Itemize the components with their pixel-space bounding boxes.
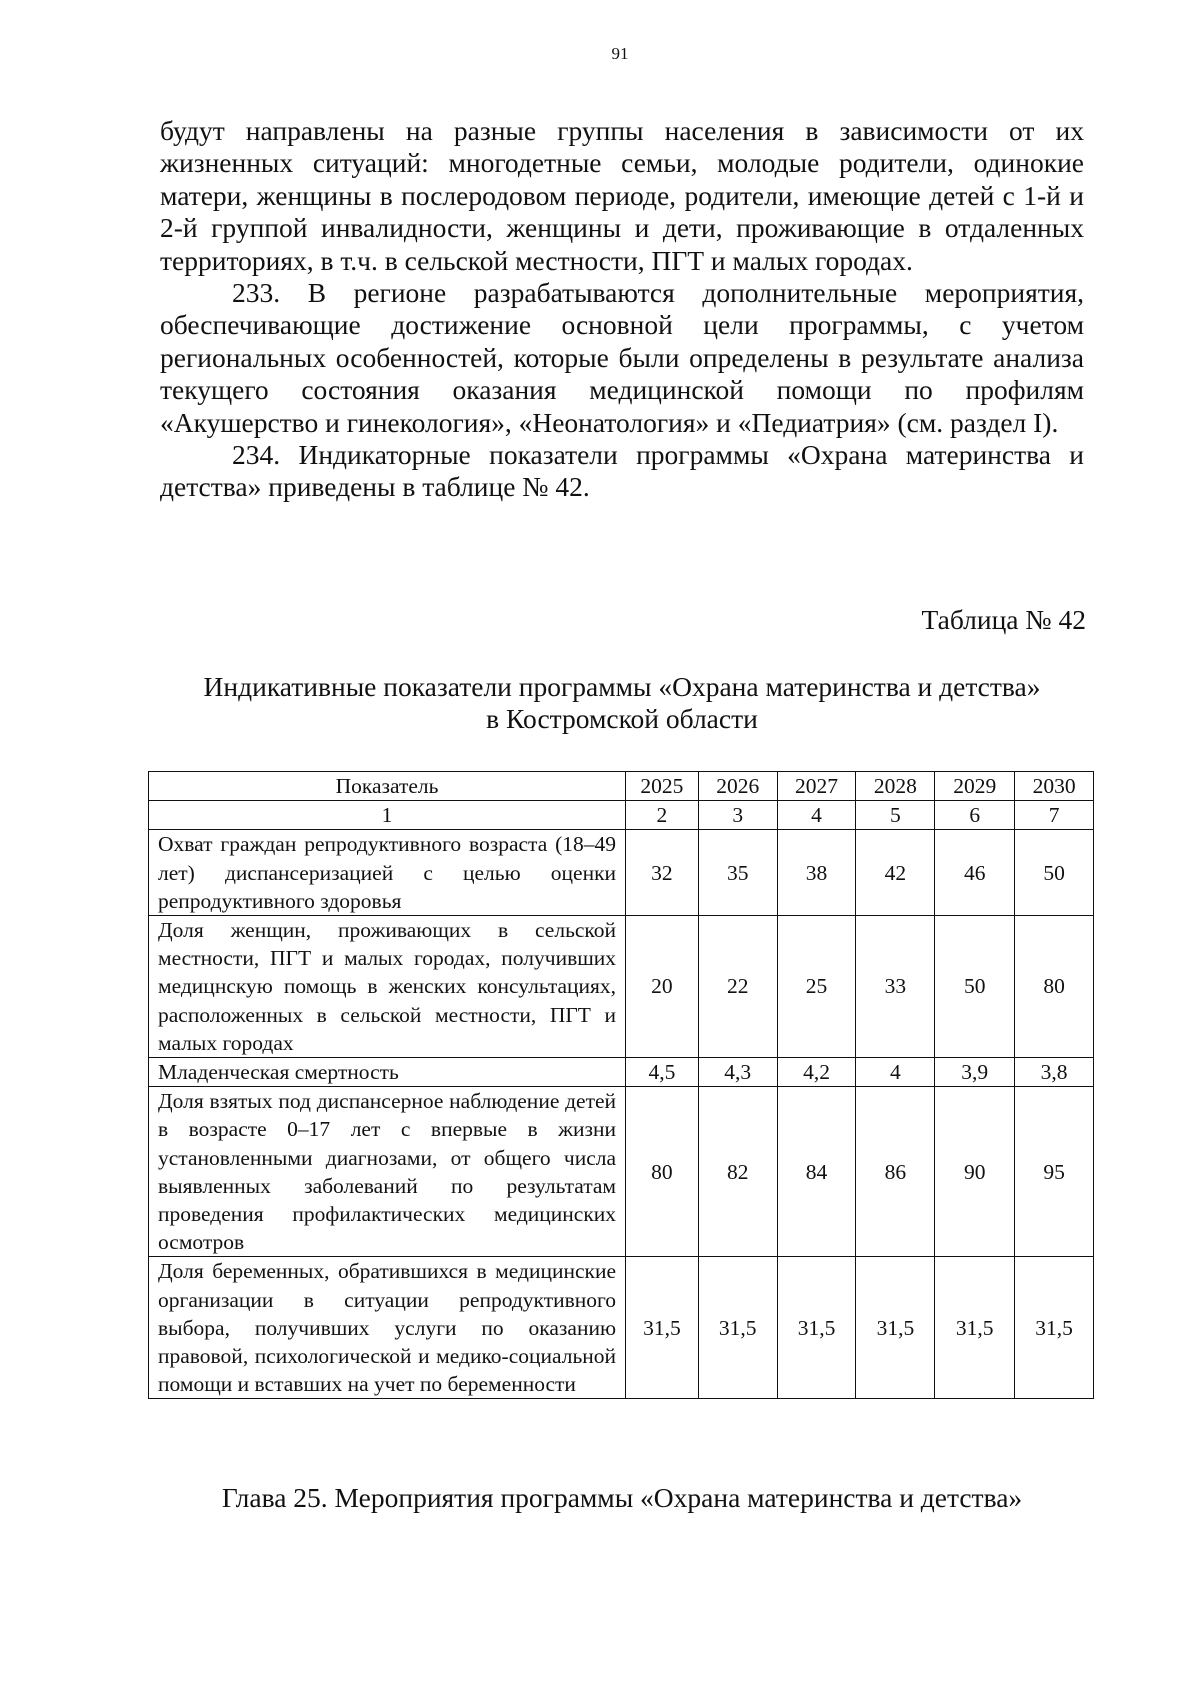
indicator-label: Доля взятых под диспансерное наблюдение детей в возрасте 0–17 лет с впервые в жизни установленными диагнозами, от общего числа выявленных заболеваний по результатам проведения профилактических медицинских осмотров — [149, 1087, 626, 1257]
body-text — [160, 115, 1084, 504]
table-row — [149, 1058, 1094, 1087]
value-cell: 42 — [856, 830, 935, 916]
paragraph: будут направлены на разные группы населения в зависимости от их жизненных ситуаций: многодетные семьи, молодые родители, одинокие матери, женщины в послеродовом периоде, родители, имеющие детей с 1-й и 2-й группой инвалидности, женщины и дети, проживающие в отдаленных территориях, в т.ч. в сельской местности, ПГТ и малых городах. — [160, 115, 1084, 276]
header-cell-2025: 2025 — [626, 772, 699, 801]
indicator-label: Доля беременных, обратившихся в медицинские организации в ситуации репродуктивного выбора, получивших услуги по оказанию правовой, психологической и медико-социальной помощи и вставших на учет по беременности — [149, 1257, 626, 1399]
value-cell: 50 — [1015, 830, 1094, 916]
numbering-cell: 7 — [1015, 801, 1094, 830]
numbering-cell: 4 — [777, 801, 856, 830]
table-title-line-2: в Костромской области — [486, 703, 758, 734]
chapter-title: Глава 25. Мероприятия программы «Охрана материнства и детства» — [221, 1482, 1023, 1513]
value-cell: 95 — [1015, 1087, 1094, 1257]
table-title — [160, 671, 1084, 735]
value-cell: 80 — [626, 1087, 699, 1257]
header-cell-2029: 2029 — [935, 772, 1015, 801]
table-row — [149, 916, 1094, 1058]
numbering-cell: 1 — [149, 801, 626, 830]
value-cell: 4,3 — [698, 1058, 777, 1087]
table-row — [149, 1087, 1094, 1257]
value-cell: 90 — [935, 1087, 1015, 1257]
value-cell: 31,5 — [1015, 1257, 1094, 1399]
value-cell: 86 — [856, 1087, 935, 1257]
indicator-label: Доля женщин, проживающих в сельской местности, ПГТ и малых городах, получивших медицнскую помощь в женских консультациях, расположенных в сельской местности, ПГТ и малых городах — [149, 916, 626, 1058]
value-cell: 3,8 — [1015, 1058, 1094, 1087]
table-numbering-row — [149, 801, 1094, 830]
header-cell-2030: 2030 — [1015, 772, 1094, 801]
value-cell: 80 — [1015, 916, 1094, 1058]
numbering-cell: 5 — [856, 801, 935, 830]
value-cell: 31,5 — [698, 1257, 777, 1399]
value-cell: 38 — [777, 830, 856, 916]
value-cell: 46 — [935, 830, 1015, 916]
numbering-cell: 2 — [626, 801, 699, 830]
value-cell: 20 — [626, 916, 699, 1058]
table-title-line-1: Индикативные показатели программы «Охрана материнства и детства» — [203, 671, 1041, 702]
table-row — [149, 1257, 1094, 1399]
value-cell: 3,9 — [935, 1058, 1015, 1087]
value-cell: 84 — [777, 1087, 856, 1257]
value-cell: 32 — [626, 830, 699, 916]
value-cell: 35 — [698, 830, 777, 916]
indicator-label: Охват граждан репродуктивного возраста (18–49 лет) диспансеризацией с целью оценки репродуктивного здоровья — [149, 830, 626, 916]
table-row — [149, 830, 1094, 916]
header-cell-2027: 2027 — [777, 772, 856, 801]
value-cell: 4 — [856, 1058, 935, 1087]
table-header-row — [149, 772, 1094, 801]
paragraph-234: 234. Индикаторные показатели программы «Охрана материнства и детства» приведены в таблице № 42. — [160, 439, 1084, 503]
value-cell: 4,2 — [777, 1058, 856, 1087]
value-cell: 31,5 — [935, 1257, 1015, 1399]
value-cell: 82 — [698, 1087, 777, 1257]
header-cell-2028: 2028 — [856, 772, 935, 801]
value-cell: 50 — [935, 916, 1015, 1058]
indicator-label: Младенческая смертность — [149, 1058, 626, 1087]
header-cell-indicator: Показатель — [149, 772, 626, 801]
numbering-cell: 6 — [935, 801, 1015, 830]
value-cell: 33 — [856, 916, 935, 1058]
value-cell: 25 — [777, 916, 856, 1058]
header-cell-2026: 2026 — [698, 772, 777, 801]
value-cell: 31,5 — [856, 1257, 935, 1399]
value-cell: 4,5 — [626, 1058, 699, 1087]
value-cell: 31,5 — [777, 1257, 856, 1399]
value-cell: 31,5 — [626, 1257, 699, 1399]
numbering-cell: 3 — [698, 801, 777, 830]
table-label: Таблица № 42 — [921, 604, 1086, 635]
paragraph-233: 233. В регионе разрабатываются дополнительные мероприятия, обеспечивающие достижение основной цели программы, с учетом региональных особенностей, которые были определены в результате анализа текущего состояния оказания медицинской помощи по профилям «Акушерство и гинекология», «Неонатология» и «Педиатрия» (см. раздел I). — [160, 277, 1084, 438]
page-number: 91 — [611, 44, 629, 63]
indicators-table — [148, 771, 1094, 1399]
value-cell: 22 — [698, 916, 777, 1058]
